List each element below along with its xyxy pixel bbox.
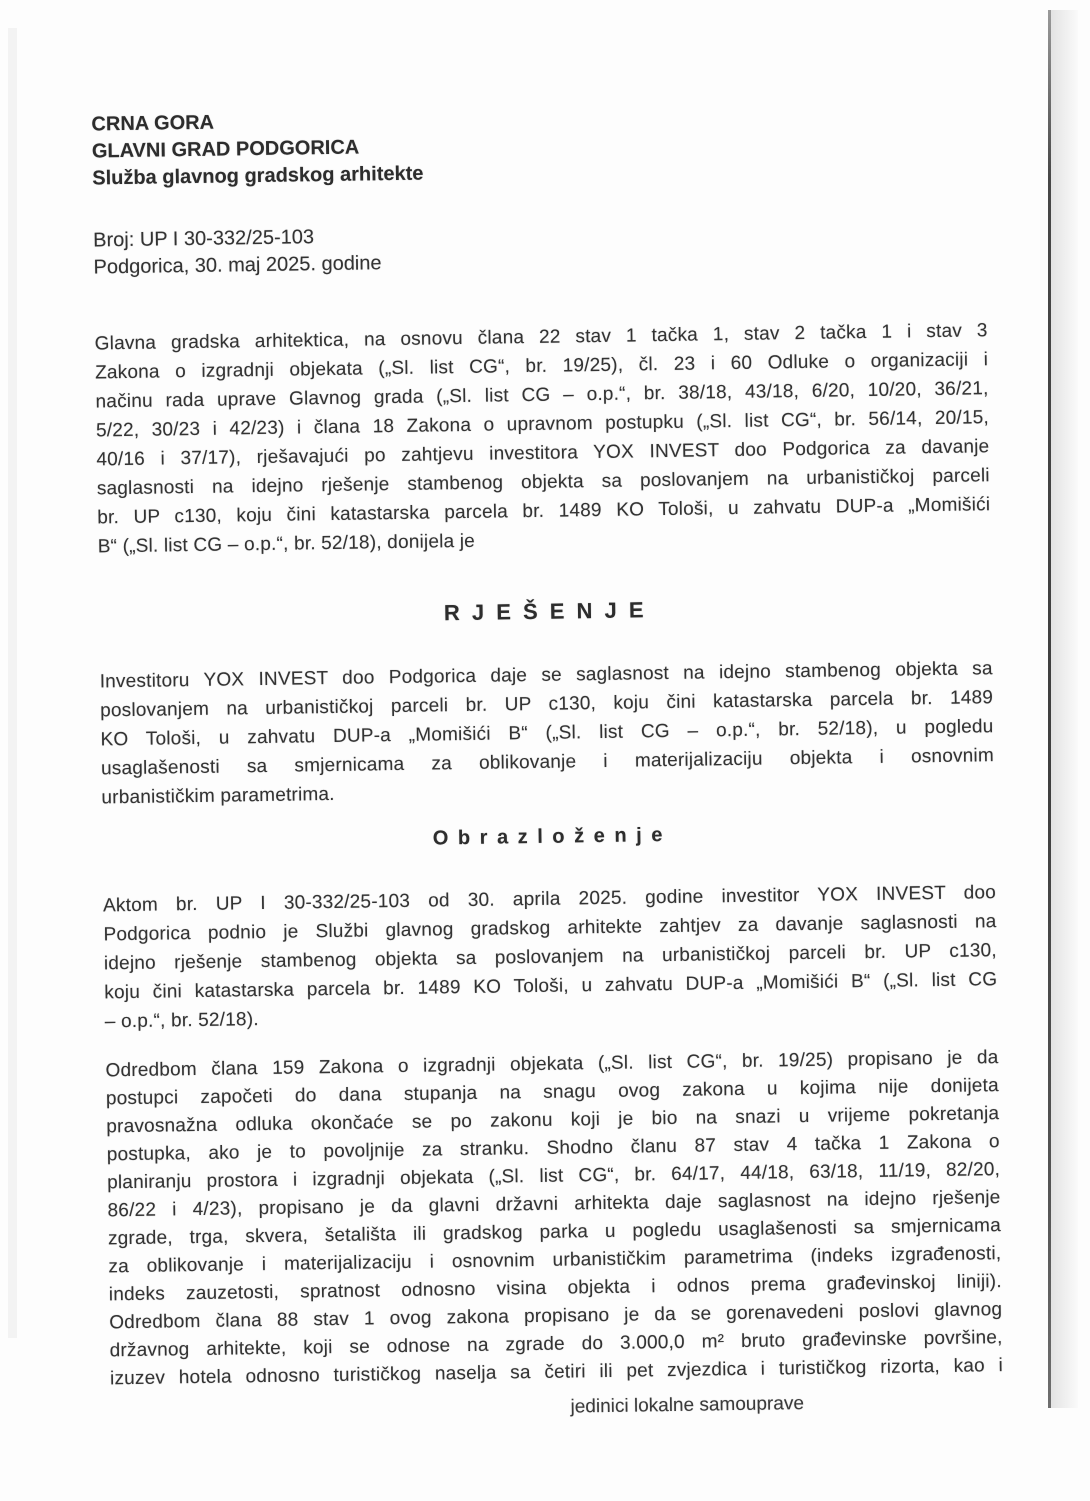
text-line: Aktom br. UP I 30-332/25-103 od 30. aprila 2025. godine investitor YOX INVEST doo xyxy=(102,882,997,917)
text-line: za oblikovanje i materijalizaciju i osnovnim urbanističkim parametrima (indeks izgrađenosti, xyxy=(108,1243,1002,1278)
text-line: načinu rada uprave Glavnog grada („Sl. list CG – o.p.“, br. 38/18, 43/18, 6/20, 10/20, 36/21, xyxy=(95,378,989,413)
scan-streak-left xyxy=(8,28,17,1338)
letterhead-city: GLAVNI GRAD PODGORICA xyxy=(91,136,360,163)
reference-block xyxy=(93,214,987,281)
text-line: zgrade, trga, skvera, šetališta ili gradskog parka u pogledu usaglašenosti sa smjernicama xyxy=(107,1215,1002,1250)
rationale-heading: O b r a z l o ž e n j e xyxy=(432,824,665,850)
text-line: državnog arhitekte, koji se odnose na zgrade do 3.000,0 m² bruto građevinske površine, xyxy=(109,1327,1003,1362)
text-line: 5/22, 30/23 i 42/23) i člana 18 Zakona o upravnom postupku („Sl. list CG“, br. 56/14, 20/15, xyxy=(95,407,990,442)
text-line: 40/16 i 37/17), rješavajući po zahtjevu investitora YOX INVEST doo Podgorica za davanje xyxy=(96,436,990,471)
text-line: usaglašenosti sa smjernicama za oblikovanje i materijalizaciju objekta i osnovnim xyxy=(100,745,995,780)
decision-paragraph xyxy=(100,654,995,812)
text-line: Podgorica podnio je Službi glavnog gradskog arhitekte zahtjev za davanje saglasnosti na xyxy=(103,911,997,946)
text-line: Odredbom člana 159 Zakona o izgradnji objekata („Sl. list CG“, br. 19/25) propisano je da xyxy=(105,1047,999,1082)
text-line: br. UP c130, koju čini katastarska parcela br. 1489 KO Tološi, u zahvatu DUP-a „Momišići xyxy=(97,494,991,529)
text-line: B“ („Sl. list CG – o.p.“, br. 52/18), donijela je xyxy=(97,530,476,558)
scan-edge-line-right xyxy=(1048,10,1051,1408)
rationale-paragraph-2 xyxy=(105,1044,1003,1393)
text-line: poslovanjem na urbanističkoj parceli br. UP c130, koju čini katastarska parcela br. 1489 xyxy=(100,687,994,722)
text-line: izuzev hotela odnosno turističkog naselja sa četiri ili pet zvjezdica i turističkog rizorta, kao i xyxy=(109,1355,1004,1390)
place-date: Podgorica, 30. maj 2025. godine xyxy=(93,252,382,279)
reference-number: Broj: UP I 30-332/25-103 xyxy=(93,226,315,252)
clipped-bottom-line: jedinici lokalne samouprave xyxy=(570,1393,805,1418)
text-line: koju čini katastarska parcela br. 1489 KO Tološi, u zahvatu DUP-a „Momišići B“ („Sl. list CG xyxy=(104,969,998,1004)
text-line: urbanističkim parametrima. xyxy=(101,783,335,809)
text-line: pravosnažna odluka okončaće se po zakonu koji je bio na snazi u vrijeme pokretanja xyxy=(106,1103,1000,1138)
intro-paragraph xyxy=(95,316,991,561)
scan-edge-shadow-right xyxy=(1051,10,1078,1408)
text-line: planiranju prostora i izgradnji objekata („Sl. list CG“, br. 64/17, 44/18, 63/18, 11/19, 82/20, xyxy=(107,1159,1001,1194)
letterhead-office: Služba glavnog gradskog arhitekte xyxy=(92,162,424,190)
text-line: saglasnosti na idejno rješenje stambenog objekta sa poslovanjem na urbanističkoj parceli xyxy=(96,465,990,500)
text-line: postupka, ako je to povoljnije za stranku. Shodno članu 87 stav 4 tačka 1 Zakona o xyxy=(106,1131,1000,1166)
decision-heading: R J E Š E N J E xyxy=(443,597,647,626)
text-line: 86/22 i 4/23), propisano je da glavni državni arhitekta daje saglasnost na idejno rješenje xyxy=(107,1187,1001,1222)
text-line: postupci započeti do dana stupanja na snagu ovog zakona u kojima nije donijeta xyxy=(105,1075,999,1110)
letterhead-country: CRNA GORA xyxy=(91,111,215,136)
text-line: indeks zauzetosti, spratnost odnosno visina objekta i odnos prema građevinskoj liniji). xyxy=(108,1271,1002,1306)
text-line: KO Tološi, u zahvatu DUP-a „Momišići B“ („Sl. list CG – o.p.“, br. 52/18), u pogledu xyxy=(100,716,994,751)
letterhead xyxy=(91,98,985,192)
text-line: Zakona o izgradnji objekata („Sl. list CG“, br. 19/25), čl. 23 i 60 Odluke o organizaciji i xyxy=(94,349,989,384)
text-line: Glavna gradska arhitektica, na osnovu člana 22 stav 1 tačka 1, stav 2 tačka 1 i stav 3 xyxy=(94,320,988,355)
text-line: idejno rješenje stambenog objekta sa poslovanjem na urbanističkoj parceli br. UP c130, xyxy=(103,940,997,975)
text-line: – o.p.“, br. 52/18). xyxy=(104,1009,259,1033)
text-line: Odredbom člana 88 stav 1 ovog zakona propisano je da se gorenavedeni poslovi glavnog xyxy=(109,1299,1003,1334)
rationale-paragraph-1 xyxy=(103,878,998,1036)
text-line: Investitoru YOX INVEST doo Podgorica daje se saglasnost na idejno stambenog objekta sa xyxy=(99,658,993,693)
